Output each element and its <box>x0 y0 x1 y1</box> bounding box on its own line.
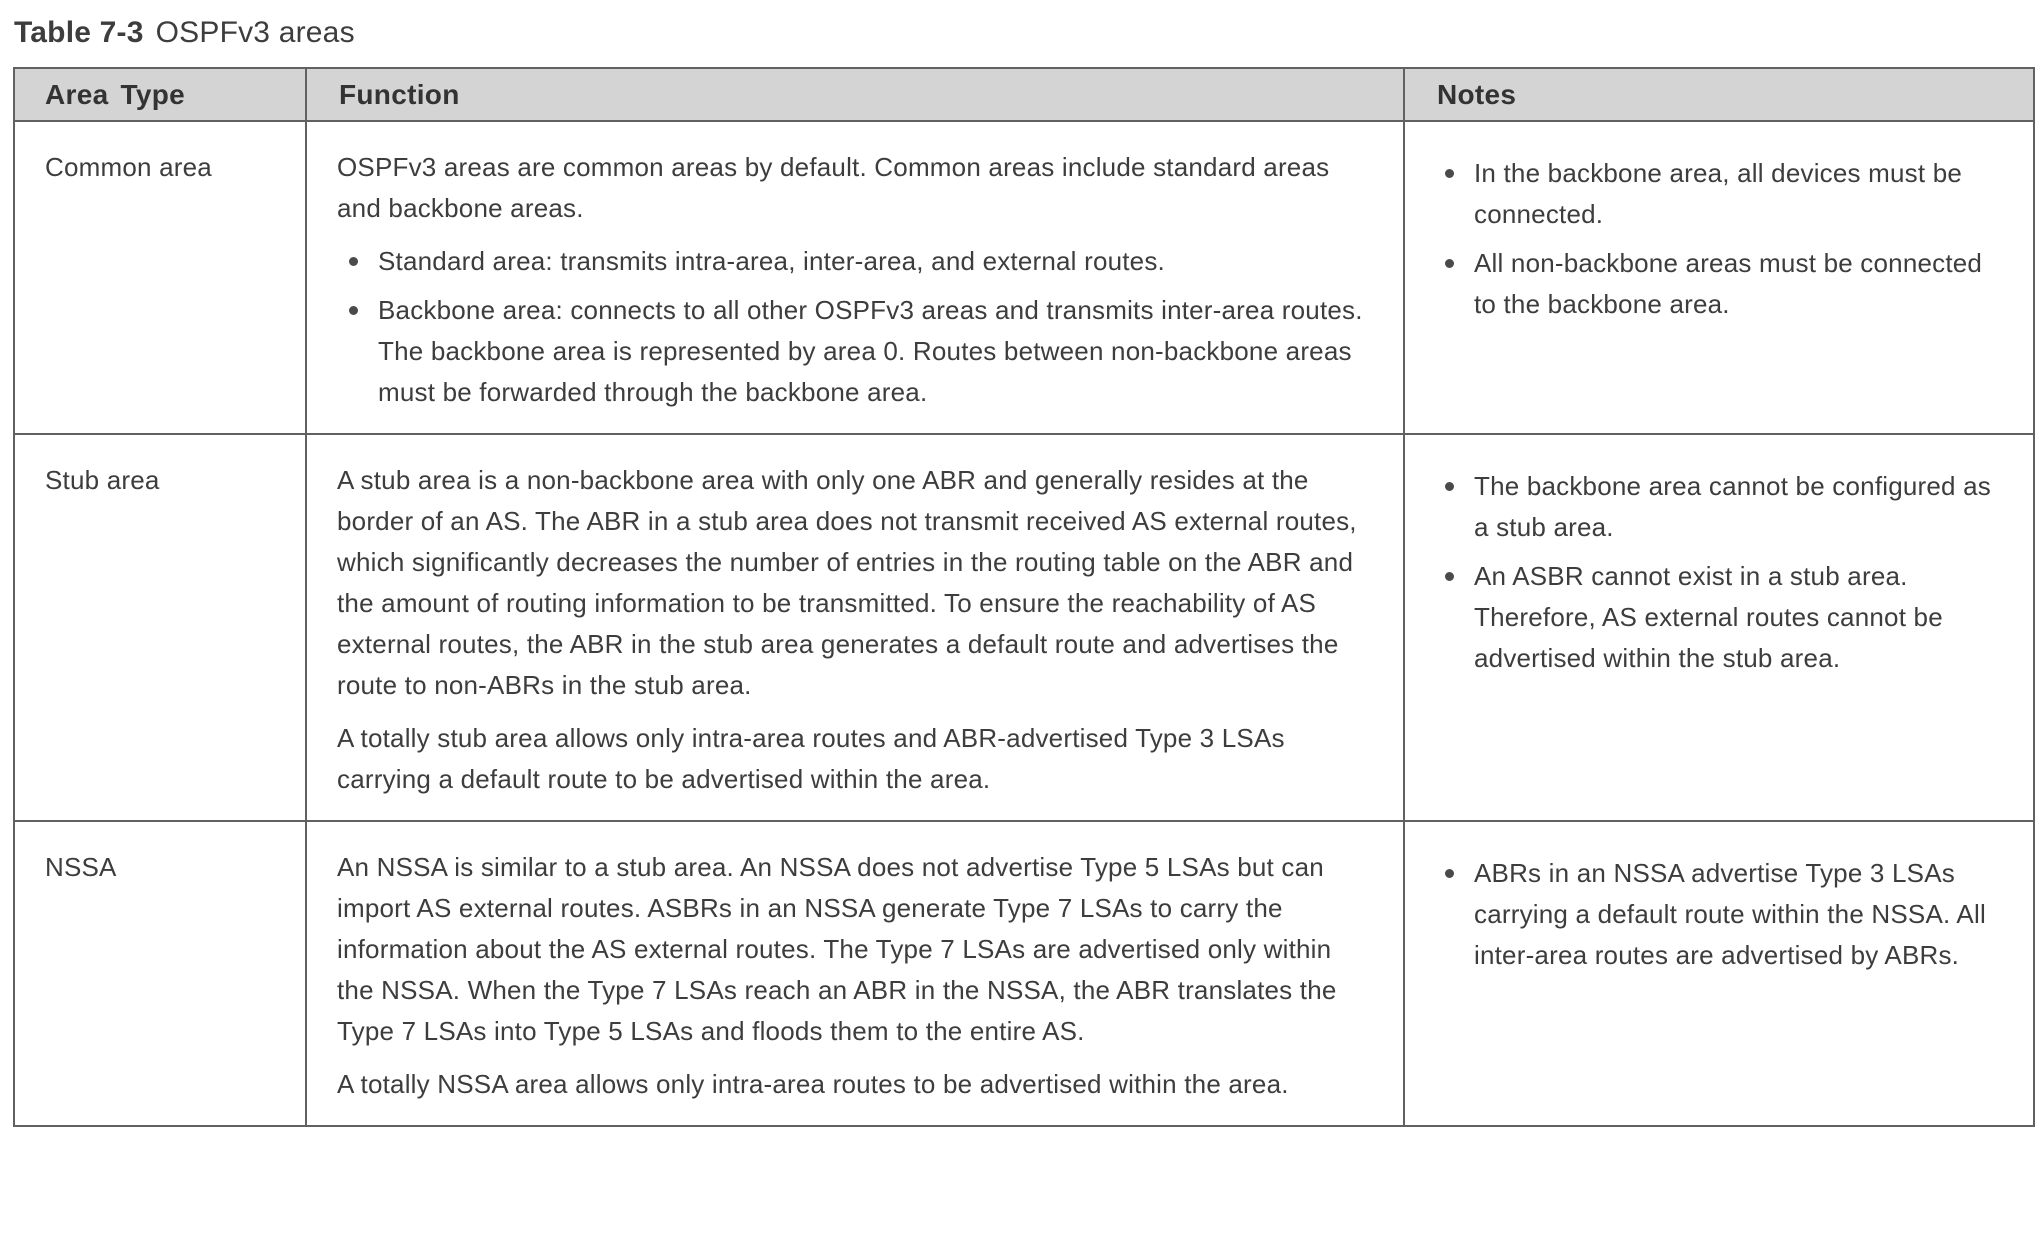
area-type-label: Stub area <box>45 465 160 495</box>
table-row <box>14 121 2034 434</box>
cell-paragraph: OSPFv3 areas are common areas by default. Common areas include standard areas and backbone areas. <box>337 152 1330 223</box>
bullet-list <box>1433 466 1993 679</box>
document-page <box>0 16 2042 1242</box>
table-row <box>14 434 2034 821</box>
cell-paragraph: A stub area is a non-backbone area with only one ABR and generally resides at the border of an AS. The ABR in a stub area does not transmit received AS external routes, which significantly decreases the number of entries in the routing table on the ABR and the amount of routing information to be transmitted. To ensure the reachability of AS external routes, the ABR in the stub area generates a default route and advertises the route to non-ABRs in the stub area. <box>337 465 1357 700</box>
cell-paragraph: A totally NSSA area allows only intra-area routes to be advertised within the area. <box>337 1069 1289 1099</box>
bullet-item <box>1445 556 1993 679</box>
cell-paragraph: A totally stub area allows only intra-area routes and ABR-advertised Type 3 LSAs carrying a default route to be advertised within the area. <box>337 723 1285 794</box>
header-notes: Notes <box>1404 68 2034 121</box>
bullet-item-text: ABRs in an NSSA advertise Type 3 LSAs carrying a default route within the NSSA. All inter-area routes are advertised by ABRs. <box>1474 858 1986 970</box>
bullet-item <box>349 290 1365 413</box>
bullet-item-text: The backbone area cannot be configured as a stub area. <box>1474 471 1992 542</box>
bullet-item <box>1445 243 1993 325</box>
bullet-icon <box>1445 169 1454 178</box>
bullet-icon <box>1445 482 1454 491</box>
bullet-item <box>1445 466 1993 548</box>
table-header-row <box>14 68 2034 121</box>
bullet-item-text: An ASBR cannot exist in a stub area. Therefore, AS external routes cannot be advertised within the stub area. <box>1474 561 1943 673</box>
function-cell <box>306 434 1404 821</box>
bullet-item <box>349 241 1365 282</box>
bullet-icon <box>1445 572 1454 581</box>
header-area-type: Area Type <box>14 68 306 121</box>
header-function: Function <box>306 68 1404 121</box>
area-type-cell <box>14 121 306 434</box>
bullet-item-text: In the backbone area, all devices must be connected. <box>1474 158 1963 229</box>
ospfv3-areas-table <box>13 67 2035 1127</box>
function-cell <box>306 121 1404 434</box>
area-type-label: NSSA <box>45 852 117 882</box>
table-caption <box>14 16 2042 50</box>
table-caption-label: Table 7-3 <box>14 16 144 49</box>
function-cell <box>306 821 1404 1126</box>
notes-cell <box>1404 434 2034 821</box>
notes-cell <box>1404 821 2034 1126</box>
bullet-item-text: Backbone area: connects to all other OSPFv3 areas and transmits inter-area routes. The backbone area is represented by area 0. Routes between non-backbone areas must be forwarded through the backbone area. <box>378 295 1363 407</box>
table-row <box>14 821 2034 1126</box>
bullet-item <box>1445 853 1993 976</box>
area-type-label: Common area <box>45 152 212 182</box>
area-type-cell <box>14 821 306 1126</box>
table-caption-text: OSPFv3 areas <box>155 16 355 49</box>
bullet-icon <box>349 257 358 266</box>
bullet-icon <box>1445 869 1454 878</box>
bullet-item <box>1445 153 1993 235</box>
bullet-list <box>1433 153 1993 325</box>
bullet-list <box>337 241 1365 413</box>
table-body <box>14 121 2034 1126</box>
notes-cell <box>1404 121 2034 434</box>
bullet-item-text: All non-backbone areas must be connected to the backbone area. <box>1474 248 1983 319</box>
bullet-icon <box>1445 259 1454 268</box>
bullet-list <box>1433 853 1993 976</box>
cell-paragraph: An NSSA is similar to a stub area. An NSSA does not advertise Type 5 LSAs but can import AS external routes. ASBRs in an NSSA generate Type 7 LSAs to carry the information about the AS external routes. The Type 7 LSAs are advertised only within the NSSA. When the Type 7 LSAs reach an ABR in the NSSA, the ABR translates the Type 7 LSAs into Type 5 LSAs and floods them to the entire AS. <box>337 852 1337 1046</box>
bullet-icon <box>349 306 358 315</box>
area-type-cell <box>14 434 306 821</box>
bullet-item-text: Standard area: transmits intra-area, inter-area, and external routes. <box>378 246 1165 276</box>
